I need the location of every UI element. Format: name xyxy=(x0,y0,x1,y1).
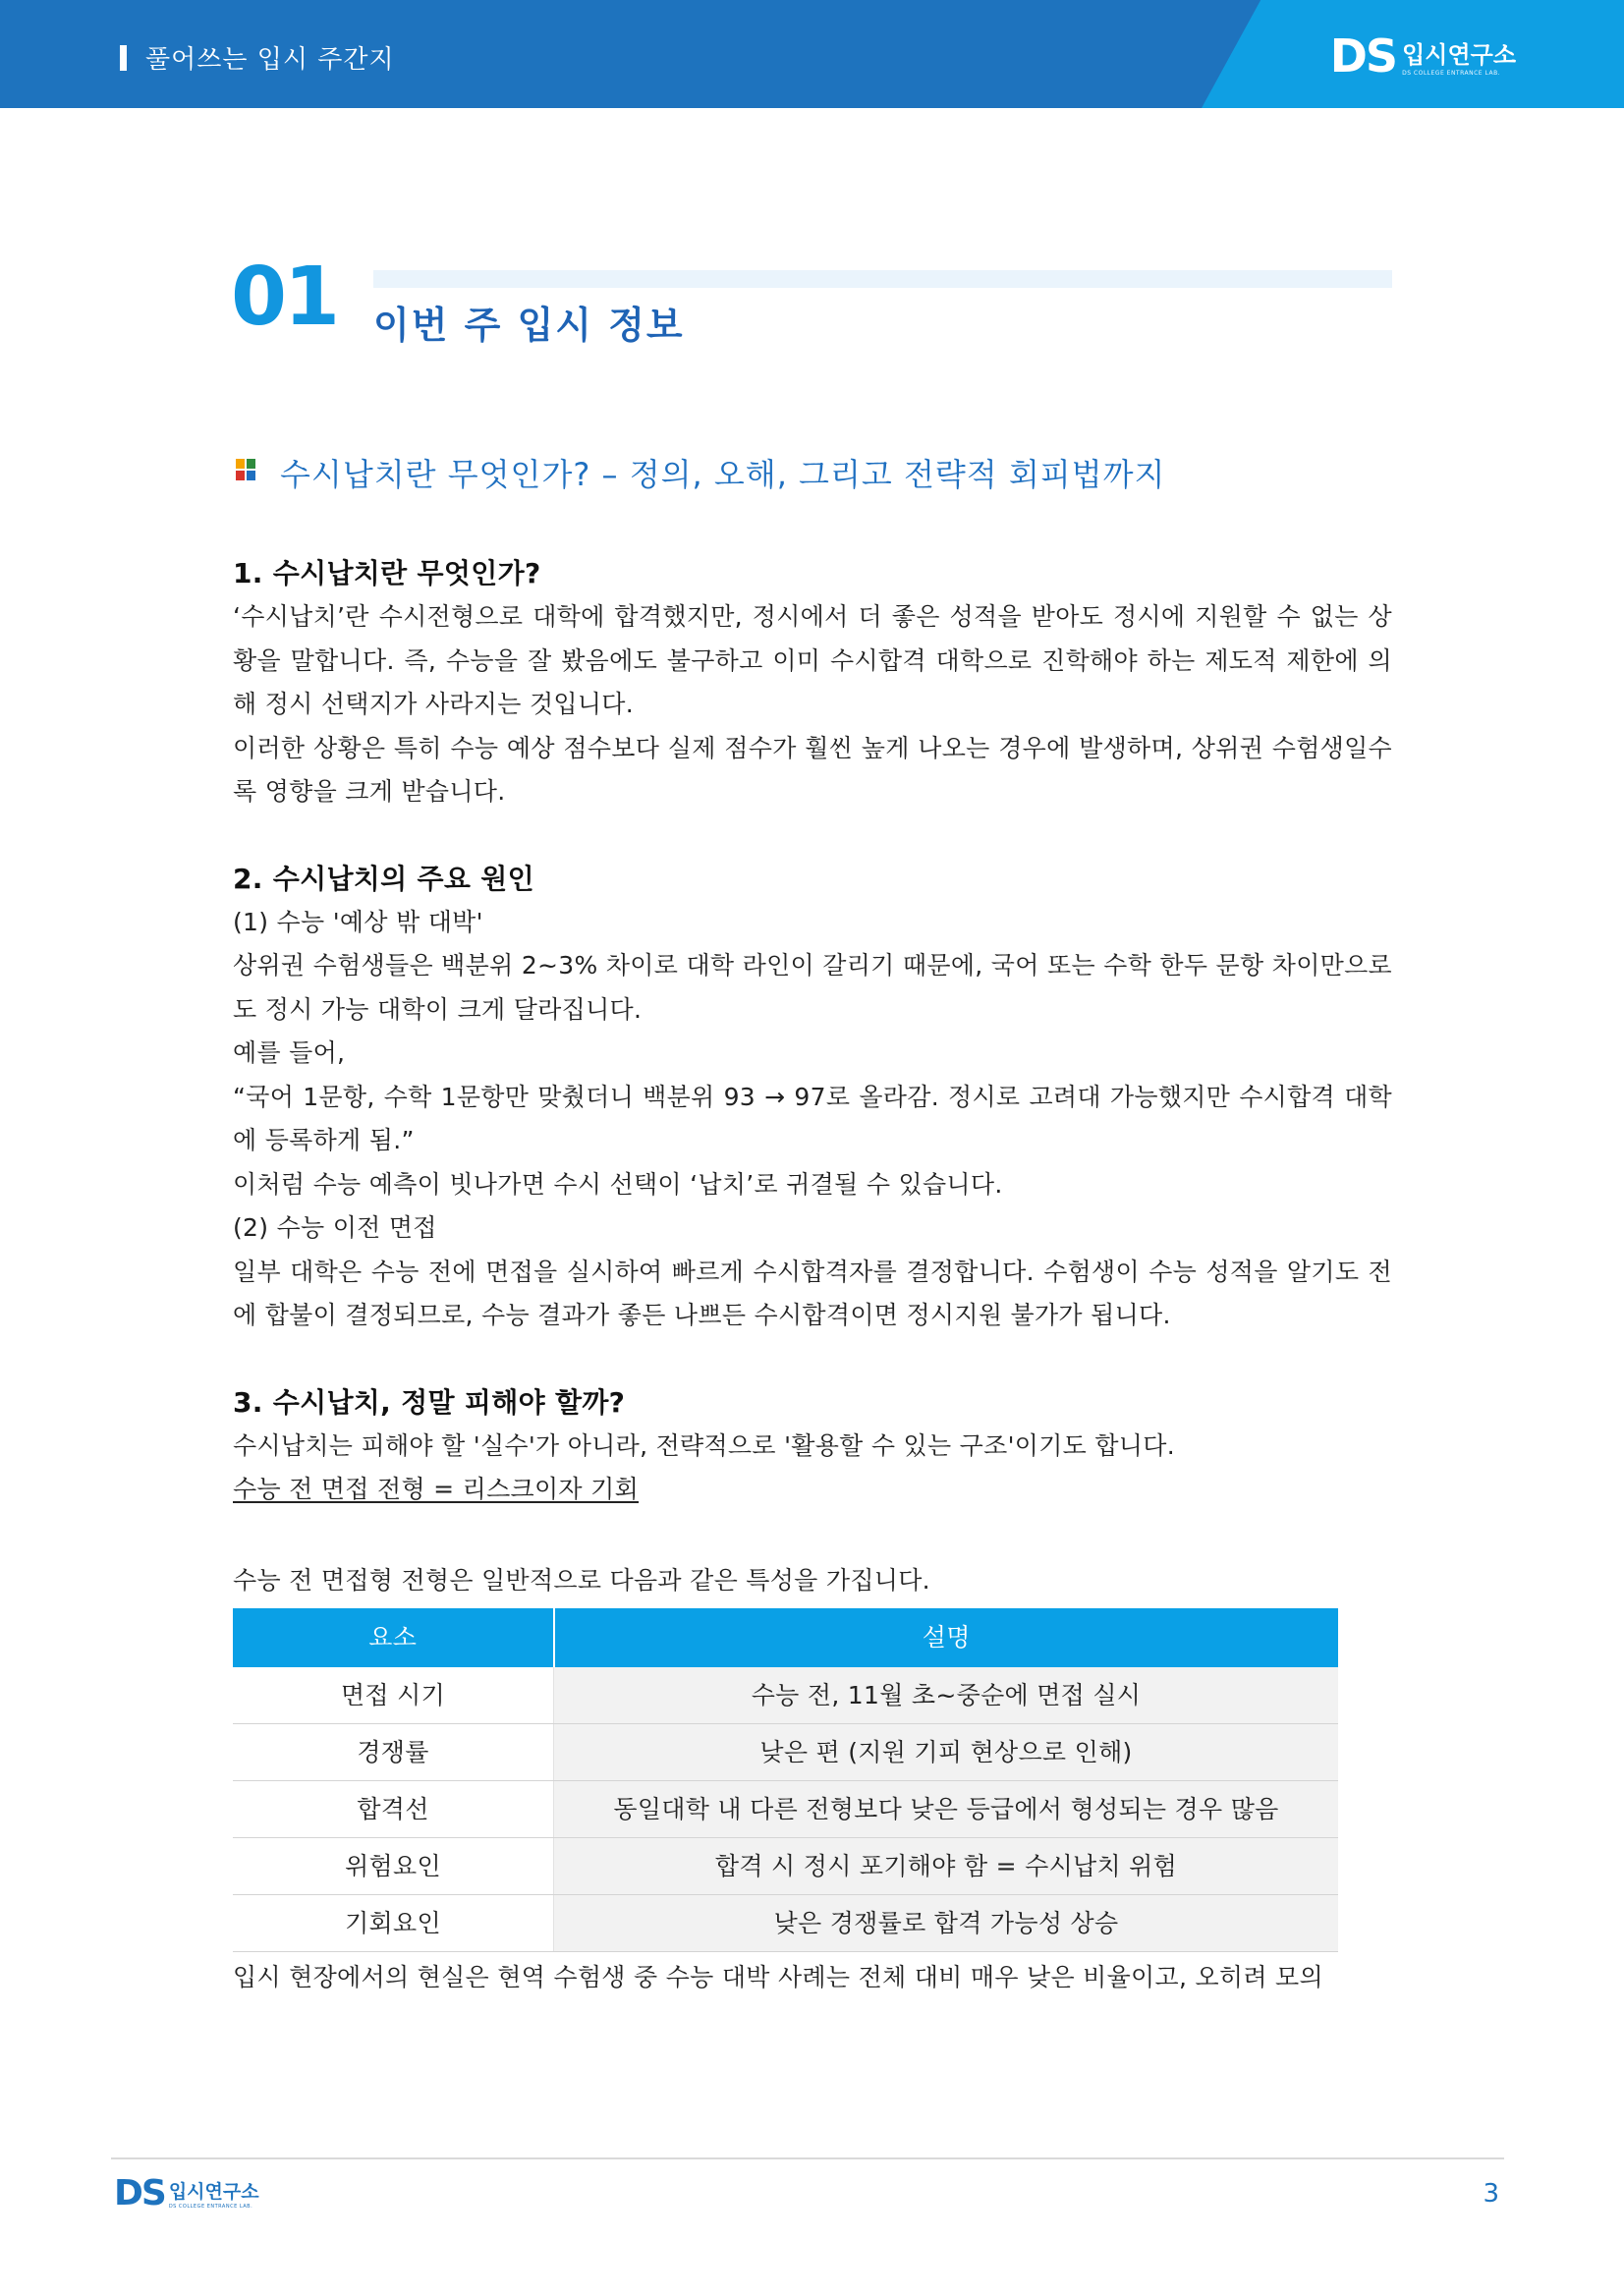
page-number: 3 xyxy=(1483,2179,1499,2209)
quote: “국어 1문항, 수학 1문항만 맞췄더니 백분위 93 → 97로 올라감. 정시로 고려대 가능했지만 수시합격 대학에 등록하게 됨.” xyxy=(233,1082,1392,1154)
paragraph: 입시 현장에서의 현실은 현역 수험생 중 수능 대박 사례는 전체 대비 매우 낮은 비율이고, 오히려 모의 xyxy=(233,1963,1323,1991)
table-cell: 수능 전, 11월 초~중순에 면접 실시 xyxy=(554,1667,1339,1724)
section-number: 01 xyxy=(231,251,338,344)
colored-squares-icon xyxy=(236,459,255,480)
paragraph: 상위권 수험생들은 백분위 2~3% 차이로 대학 라인이 갈리기 때문에, 국어 또는 수학 한두 문항 차이만으로도 정시 가능 대학이 크게 달라집니다. xyxy=(233,951,1392,1024)
article-subtitle: 수시납치란 무엇인가? – 정의, 오해, 그리고 전략적 회피법까지 xyxy=(280,456,1166,493)
table-cell: 합격선 xyxy=(233,1781,554,1838)
table-cell: 낮은 경쟁률로 합격 가능성 상승 xyxy=(554,1895,1339,1952)
footer-divider xyxy=(111,2157,1504,2159)
table-cell: 기회요인 xyxy=(233,1895,554,1952)
banner-title: 풀어쓰는 입시 주간지 xyxy=(145,45,395,75)
underlined-text: 수능 전 면접 전형 = 리스크이자 기회 xyxy=(233,1475,640,1503)
table-header-row xyxy=(233,1608,1338,1667)
features-table xyxy=(233,1608,1338,1952)
logo-sub: DS COLLEGE ENTRANCE LAB. xyxy=(1402,70,1501,77)
top-banner xyxy=(0,0,1624,108)
table-cell: 경쟁률 xyxy=(233,1724,554,1781)
paragraph: 이러한 상황은 특히 수능 예상 점수보다 실제 점수가 훨씬 높게 나오는 경우에 발생하며, 상위권 수험생일수록 영향을 크게 받습니다. xyxy=(233,733,1392,806)
table-cell: 면접 시기 xyxy=(233,1667,554,1724)
logo-mark: DS xyxy=(1329,29,1397,83)
logo-header xyxy=(1330,29,1516,83)
table-header-cell: 요소 xyxy=(233,1608,554,1667)
paragraph: 이처럼 수능 예측이 빗나가면 수시 선택이 ‘납치’로 귀결될 수 있습니다. xyxy=(233,1169,1003,1199)
logo-footer xyxy=(114,2173,259,2213)
section-band xyxy=(373,270,1392,288)
table-cell: 동일대학 내 다른 전형보다 낮은 등급에서 형성되는 경우 많음 xyxy=(554,1781,1339,1838)
paragraph: 수시납치는 피해야 할 '실수'가 아니라, 전략적으로 '활용할 수 있는 구조'이기도 합니다. xyxy=(233,1430,1175,1460)
logo-name: 입시연구소 xyxy=(168,2181,259,2203)
paragraph: ‘수시납치’란 수시전형으로 대학에 합격했지만, 정시에서 더 좋은 성적을 받아도 정시에 지원할 수 없는 상황을 말합니다. 즉, 수능을 잘 봤음에도 불구하고 이미 수시합격 대학으로 진학해야 하는 제도적 제한에 의해 정시 선택지가 사라지는 것입니다. xyxy=(233,602,1392,718)
logo-name: 입시연구소 xyxy=(1402,41,1516,69)
banner-bar-icon xyxy=(120,45,127,71)
table-row xyxy=(233,1724,1338,1781)
heading-s1: 1. 수시납치란 무엇인가? xyxy=(233,557,541,589)
paragraph: (2) 수능 이전 면접 xyxy=(233,1213,437,1242)
paragraph: 예를 들어, xyxy=(233,1038,346,1067)
table-cell: 위험요인 xyxy=(233,1838,554,1895)
section-title: 이번 주 입시 정보 xyxy=(373,304,685,347)
heading-s3: 3. 수시납치, 정말 피해야 할까? xyxy=(233,1385,626,1419)
table-cell: 합격 시 정시 포기해야 함 = 수시납치 위험 xyxy=(554,1838,1339,1895)
table-row xyxy=(233,1667,1338,1724)
paragraph: 수능 전 면접형 전형은 일반적으로 다음과 같은 특성을 가집니다. xyxy=(233,1565,930,1595)
article-body xyxy=(233,552,1392,2000)
logo-sub: DS COLLEGE ENTRANCE LAB. xyxy=(168,2204,253,2210)
table-row xyxy=(233,1781,1338,1838)
table-row xyxy=(233,1895,1338,1952)
table-cell: 낮은 편 (지원 기피 현상으로 인해) xyxy=(554,1724,1339,1781)
logo-mark: DS xyxy=(114,2173,165,2213)
paragraph: (1) 수능 '예상 밖 대박' xyxy=(233,907,483,936)
paragraph: 일부 대학은 수능 전에 면접을 실시하여 빠르게 수시합격자를 결정합니다. 수험생이 수능 성적을 알기도 전에 합불이 결정되므로, 수능 결과가 좋든 나쁘든 수시합격이면 정시지원 불가가 됩니다. xyxy=(233,1257,1392,1329)
table-header-cell: 설명 xyxy=(554,1608,1339,1667)
heading-s2: 2. 수시납치의 주요 원인 xyxy=(233,862,534,895)
table-row xyxy=(233,1838,1338,1895)
